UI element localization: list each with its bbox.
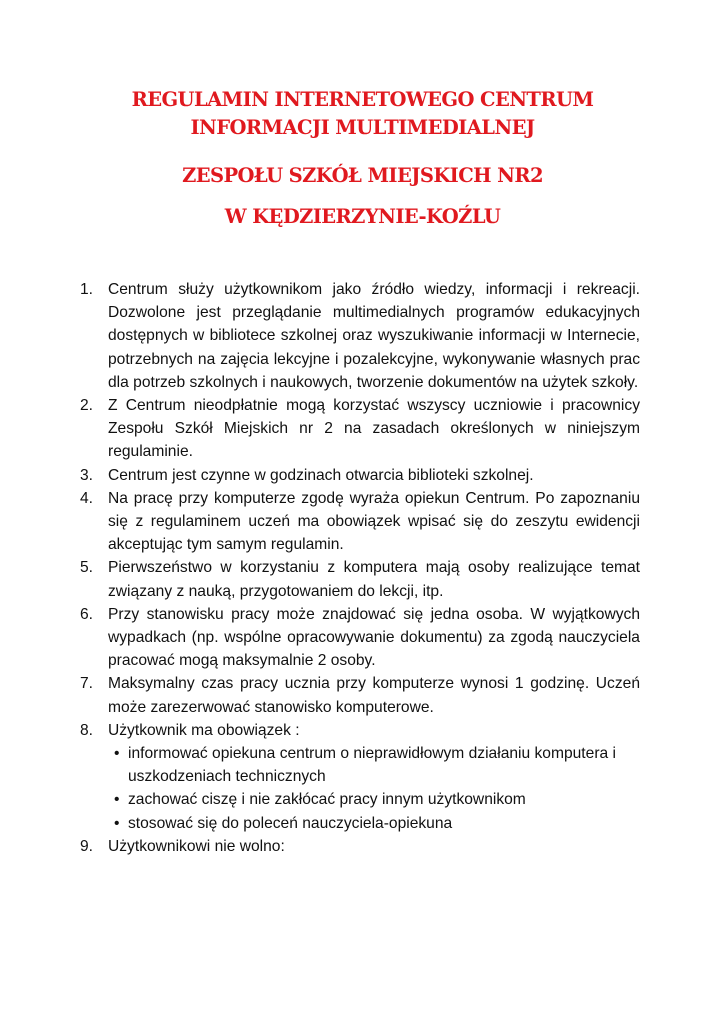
rule-item [80,464,640,487]
rule-item [80,487,640,557]
rule-text: Pierwszeństwo w korzystaniu z komputera mają osoby realizujące temat związany z nauką, przygotowaniem do lekcji, itp. [108,559,640,600]
rule-text: Użytkownik ma obowiązek : [108,721,300,739]
rule-text: Z Centrum nieodpłatnie mogą korzystać wszyscy uczniowie i pracownicy Zespołu Szkół Miejskich nr 2 na zasadach określonych w niniejszym regulaminie. [108,397,640,461]
rule-item [80,556,640,602]
rule-item [80,278,640,394]
bullet-icon: • [114,745,120,763]
rule-number: 2. [80,397,94,415]
rule-number: 5. [80,559,94,577]
title-line-1: REGULAMIN INTERNETOWEGO CENTRUM [131,88,594,111]
rule-number: 3. [80,466,94,484]
bullet-icon: • [114,814,120,832]
rule-number: 6. [80,605,94,623]
rule-item [80,603,640,673]
rule-number: 4. [80,489,94,507]
title-line-2: INFORMACJI MULTIMEDIALNEJ [190,116,535,139]
rule-text: Centrum jest czynne w godzinach otwarcia biblioteki szkolnej. [108,466,534,484]
rule-text: Centrum służy użytkownikom jako źródło wiedzy, informacji i rekreacji. Dozwolone jest przeglądanie multimedialnych programów edukacyjnych dostępnych w bibliotece szkolnej oraz wyszukiwanie informacji w Internecie, potrzebnych na zajęcia lekcyjne i pozalekcyjne, wykonywanie własnych prac dla potrzeb szkolnych i naukowych, tworzenie dokumentów na użytek szkoły. [108,281,640,391]
rule-text: Użytkownikowi nie wolno: [108,837,285,855]
title-line-3: ZESPOŁU SZKÓŁ MIEJSKICH NR2 [182,164,543,187]
rule-text: Na pracę przy komputerze zgodę wyraża opiekun Centrum. Po zapoznaniu się z regulaminem uczeń ma obowiązek wpisać się do zeszytu ewidencji akceptując tym samym regulamin. [108,489,640,554]
rule-number: 7. [80,675,94,693]
rule-item [80,394,640,464]
obligation-item [80,742,640,788]
title-line-4: W KĘDZIERZYNIE-KOŹLU [224,205,501,228]
rules-list [80,278,640,858]
obligation-text-continued: uszkodzeniach technicznych [128,768,326,786]
rule-text: Maksymalny czas pracy ucznia przy komputerze wynosi 1 godzinę. Uczeń może zarezerwować stanowisko komputerowe. [108,675,640,716]
obligation-item [80,812,640,835]
rule-number: 8. [80,721,94,739]
rule-item [80,672,640,718]
obligation-item [80,788,640,811]
rule-item [80,835,640,858]
obligation-text: zachować ciszę i nie zakłócać pracy innym użytkownikom [128,791,526,809]
bullet-icon: • [114,791,120,809]
rule-item [80,719,640,742]
rule-number: 9. [80,837,94,855]
obligation-text: stosować się do poleceń nauczyciela-opiekuna [128,814,453,832]
rule-number: 1. [80,281,94,298]
rule-text: Przy stanowisku pracy może znajdować się jedna osoba. W wyjątkowych wypadkach (np. wspólne opracowywanie dokumentu) za zgodą nauczyciela pracować mogą maksymalnie 2 osoby. [108,605,640,670]
obligation-text: informować opiekuna centrum o nieprawidłowym działaniu komputera i [128,745,616,763]
